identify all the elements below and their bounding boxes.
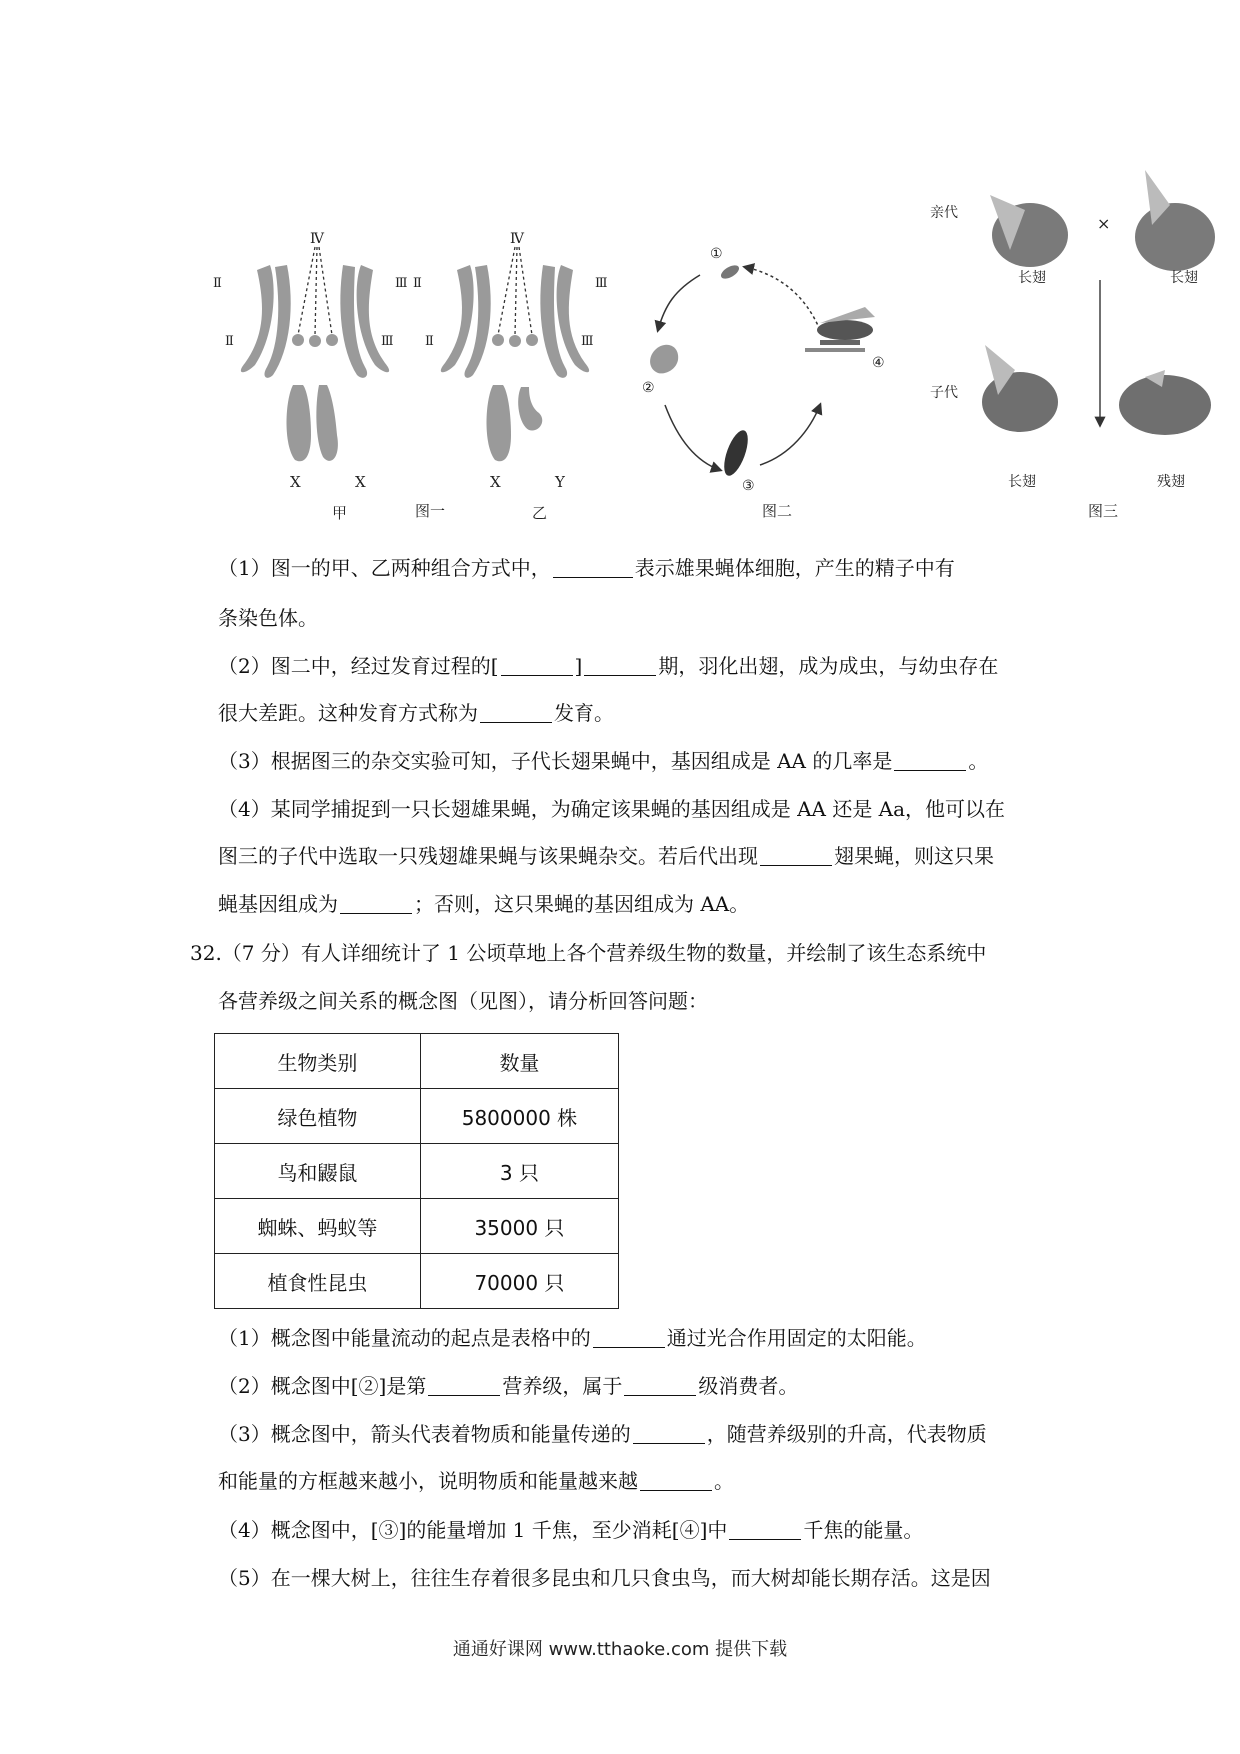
q31-part-4-line-2: 图三的子代中选取一只残翅雄果蝇与该果蝇杂交。若后代出现 翅果蝇，则这只果 bbox=[218, 844, 994, 868]
figure-1-chromosomes bbox=[215, 225, 635, 525]
answer-blank[interactable] bbox=[584, 655, 656, 676]
q31-part-2-line-2: 很大差距。这种发育方式称为 发育。 bbox=[218, 701, 614, 725]
answer-blank[interactable] bbox=[894, 750, 966, 771]
pupa-icon bbox=[719, 427, 752, 478]
table-header-cell: 生物类别 bbox=[215, 1034, 421, 1089]
roman-ii-label: Ⅱ bbox=[213, 276, 222, 291]
roman-iii-label: Ⅲ bbox=[395, 276, 408, 291]
table-cell: 蜘蛛、蚂蚁等 bbox=[215, 1199, 421, 1254]
figure-1-caption: 图一 bbox=[415, 502, 446, 520]
offspring-generation-label: 子代 bbox=[930, 385, 958, 401]
table-cell: 35000 只 bbox=[420, 1199, 618, 1254]
cross-symbol: × bbox=[1097, 214, 1111, 233]
roman-ii-label: Ⅱ bbox=[425, 334, 434, 349]
parent-fly-long-wing-right bbox=[1135, 170, 1215, 271]
q32-part-5: （5）在一棵大树上，往往生存着很多昆虫和几只食虫鸟，而大树却能长期存活。这是因 bbox=[218, 1566, 991, 1590]
table-cell: 植食性昆虫 bbox=[215, 1254, 421, 1309]
offspring-left-trait: 长翅 bbox=[1008, 474, 1036, 490]
chromosome-set-yi bbox=[413, 231, 608, 522]
roman-iii-label: Ⅲ bbox=[595, 276, 608, 291]
offspring-right-trait: 残翅 bbox=[1157, 474, 1185, 490]
roman-iii-label: Ⅲ bbox=[381, 334, 394, 349]
q31-part-4-line-1: （4）某同学捕捉到一只长翅雄果蝇，为确定该果蝇的基因组成是 AA 还是 Aa，他可以在 bbox=[218, 797, 1006, 821]
answer-blank[interactable] bbox=[633, 1423, 705, 1444]
q32-part-4: （4）概念图中，[③]的能量增加 1 千焦，至少消耗[④]中 千焦的能量。 bbox=[218, 1518, 924, 1542]
q31-part-4-line-3: 蝇基因组成为 ；否则，这只果蝇的基因组成为 AA。 bbox=[218, 892, 750, 916]
table-row bbox=[215, 1199, 619, 1254]
table-header-cell: 数量 bbox=[420, 1034, 618, 1089]
figure-3-cross bbox=[930, 165, 1230, 495]
offspring-fly-vestigial-wing bbox=[1119, 370, 1211, 435]
page-footer: 通通好课网 www.tthaoke.com 提供下载 bbox=[452, 1639, 788, 1660]
chromosome-x-label: X bbox=[290, 473, 301, 491]
stage-1-label: ① bbox=[710, 246, 723, 262]
table-row bbox=[215, 1089, 619, 1144]
chromosome-x-label: X bbox=[355, 473, 366, 491]
roman-ii-label: Ⅱ bbox=[225, 334, 234, 349]
parent-fly-long-wing-left bbox=[990, 195, 1068, 267]
roman-iii-label: Ⅲ bbox=[581, 334, 594, 349]
answer-blank[interactable] bbox=[593, 1327, 665, 1348]
answer-blank[interactable] bbox=[729, 1519, 801, 1540]
table-cell: 3 只 bbox=[420, 1144, 618, 1199]
q32-part-3-line-1: （3）概念图中，箭头代表着物质和能量传递的 ，随营养级别的升高，代表物质 bbox=[218, 1422, 987, 1446]
table-cell: 绿色植物 bbox=[215, 1089, 421, 1144]
adult-fly-icon bbox=[805, 307, 875, 352]
larva-icon bbox=[650, 345, 678, 374]
q32-part-1: （1）概念图中能量流动的起点是表格中的 通过光合作用固定的太阳能。 bbox=[218, 1326, 927, 1350]
jia-label: 甲 bbox=[332, 504, 348, 522]
organism-count-table bbox=[214, 1033, 619, 1309]
table-row bbox=[215, 1254, 619, 1309]
answer-blank[interactable] bbox=[428, 1375, 500, 1396]
q32-intro-line-2: 各营养级之间关系的概念图（见图），请分析回答问题： bbox=[218, 989, 708, 1013]
figure-2-life-cycle bbox=[640, 245, 900, 505]
parent-generation-label: 亲代 bbox=[930, 205, 958, 221]
q31-part-1-line-2: 条染色体。 bbox=[218, 606, 318, 630]
roman-ii-label: Ⅱ bbox=[413, 276, 422, 291]
parent-right-trait: 长翅 bbox=[1170, 270, 1198, 286]
table-cell: 70000 只 bbox=[420, 1254, 618, 1309]
parent-left-trait: 长翅 bbox=[1018, 270, 1046, 286]
offspring-fly-long-wing bbox=[982, 345, 1058, 432]
figure-3-caption: 图三 bbox=[1088, 502, 1119, 520]
roman-iv-label: Ⅳ bbox=[310, 231, 324, 247]
answer-blank[interactable] bbox=[501, 655, 573, 676]
table-header-row bbox=[215, 1034, 619, 1089]
q31-part-1-line-1: （1）图一的甲、乙两种组合方式中， 表示雄果蝇体细胞，产生的精子中有 bbox=[218, 556, 955, 580]
chromosome-x-label: X bbox=[490, 473, 501, 491]
answer-blank[interactable] bbox=[624, 1375, 696, 1396]
chromosome-set-jia bbox=[213, 231, 408, 522]
answer-blank[interactable] bbox=[760, 845, 832, 866]
stage-3-label: ③ bbox=[742, 478, 755, 494]
q32-part-3-line-2: 和能量的方框越来越小，说明物质和能量越来越 。 bbox=[218, 1469, 734, 1493]
stage-2-label: ② bbox=[642, 380, 655, 396]
stage-4-label: ④ bbox=[872, 355, 885, 371]
answer-blank[interactable] bbox=[640, 1470, 712, 1491]
roman-iv-label: Ⅳ bbox=[510, 231, 524, 247]
q31-part-2-line-1: （2）图二中，经过发育过程的[ ] 期，羽化出翅，成为成虫，与幼虫存在 bbox=[218, 654, 999, 678]
egg-icon bbox=[719, 263, 741, 282]
answer-blank[interactable] bbox=[480, 702, 552, 723]
table-cell: 5800000 株 bbox=[420, 1089, 618, 1144]
table-row bbox=[215, 1144, 619, 1199]
q32-part-2: （2）概念图中[②]是第 营养级，属于 级消费者。 bbox=[218, 1374, 799, 1398]
q32-intro-line-1: 32.（7 分）有人详细统计了 1 公顷草地上各个营养级生物的数量，并绘制了该生态系统中 bbox=[190, 941, 987, 965]
chromosome-y-label: Y bbox=[555, 473, 565, 491]
figure-2-caption: 图二 bbox=[762, 502, 793, 520]
yi-label: 乙 bbox=[532, 504, 548, 522]
answer-blank[interactable] bbox=[340, 893, 412, 914]
answer-blank[interactable] bbox=[553, 557, 633, 578]
table-cell: 鸟和鼹鼠 bbox=[215, 1144, 421, 1199]
q31-part-3: （3）根据图三的杂交实验可知，子代长翅果蝇中，基因组成是 AA 的几率是 。 bbox=[218, 749, 989, 773]
